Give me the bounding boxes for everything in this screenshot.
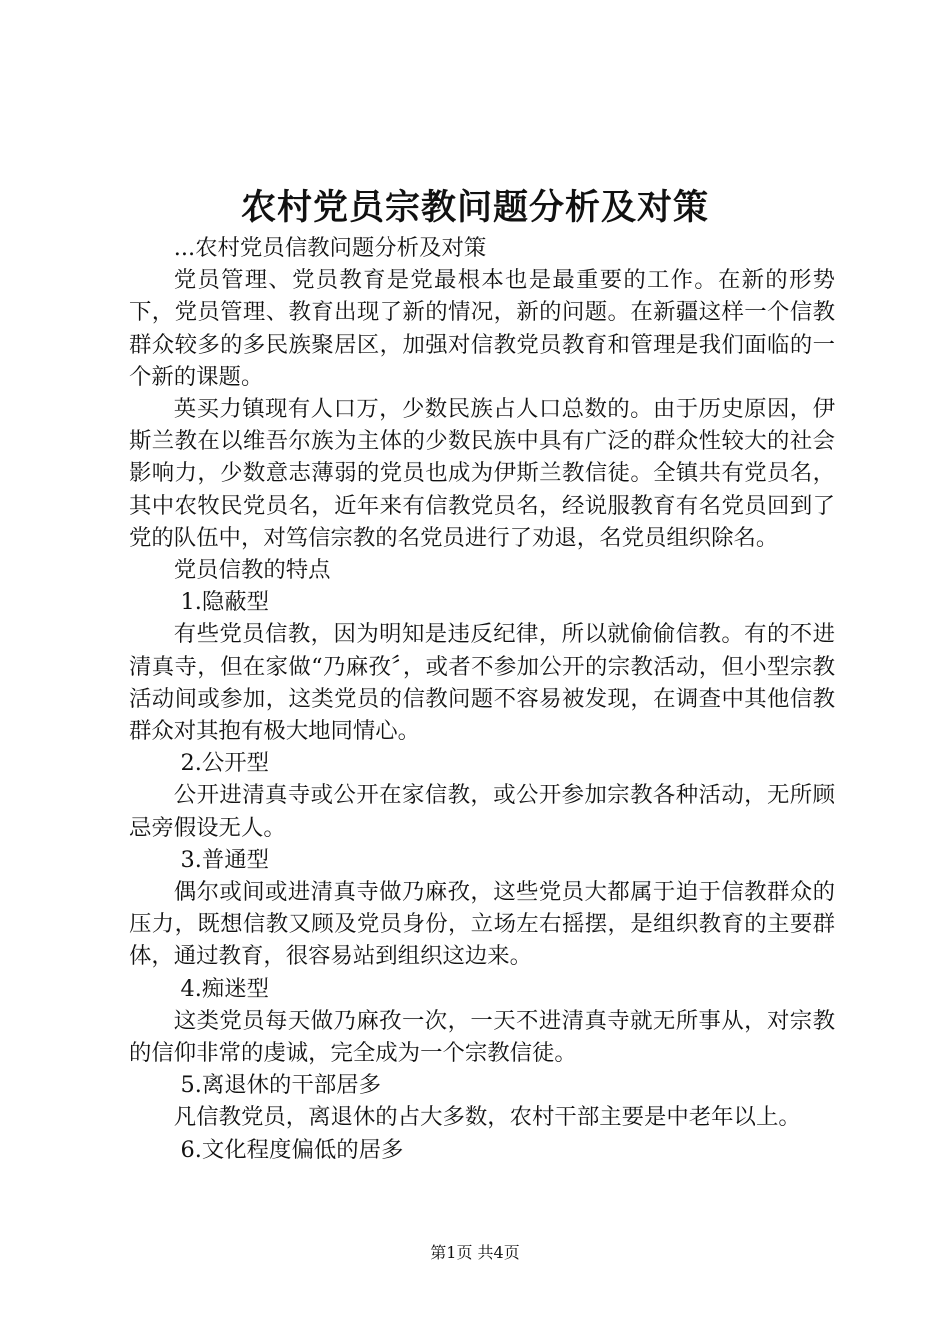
paragraph: 偶尔或间或进清真寺做乃麻孜，这些党员大都属于迫于信教群众的压力，既想信教又顾及党员身份，立场左右摇摆，是组织教育的主要群体，通过教育，很容易站到组织这边来。 bbox=[129, 879, 835, 970]
document-title: 农村党员宗教问题分析及对策 bbox=[240, 187, 709, 228]
subheading: 1.隐蔽型 bbox=[180, 589, 270, 616]
subheading: 4.痴迷型 bbox=[180, 975, 270, 1002]
subheading: 2.公开型 bbox=[180, 750, 270, 777]
paragraph: 凡信教党员，离退休的占大多数，农村干部主要是中老年以上。 bbox=[173, 1104, 801, 1131]
paragraph: 这类党员每天做乃麻孜一次，一天不进清真寺就无所事从，对宗教的信仰非常的虔诚，完全成为一个宗教信徒。 bbox=[129, 1007, 835, 1067]
paragraph: 英买力镇现有人口万，少数民族占人口总数的。由于历史原因，伊斯兰教在以维吾尔族为主体的少数民族中具有广泛的群众性较大的社会影响力，少数意志薄弱的党员也成为伊斯兰教信徒。全镇共有党员名，其中农牧民党员名，近年来有信教党员名，经说服教育有名党员回到了党的队伍中，对笃信宗教的名党员进行了劝退，名党员组织除名。 bbox=[129, 396, 835, 551]
subheading: 5.离退休的干部居多 bbox=[180, 1072, 382, 1099]
paragraph: 党员管理、党员教育是党最根本也是最重要的工作。在新的形势下，党员管理、教育出现了新的情况，新的问题。在新疆这样一个信教群众较多的多民族聚居区，加强对信教党员教育和管理是我们面临的一个新的课题。 bbox=[129, 267, 835, 390]
paragraph: 有些党员信教，因为明知是违反纪律，所以就偷偷信教。有的不进清真寺，但在家做“乃麻孜〞，或者不参加公开的宗教活动，但小型宗教活动间或参加，这类党员的信教问题不容易被发现，在调查中其他信教群众对其抱有极大地同情心。 bbox=[129, 621, 835, 745]
document-body bbox=[129, 232, 835, 1166]
section-heading: 党员信教的特点 bbox=[173, 557, 331, 584]
subheading: 3.普通型 bbox=[180, 846, 270, 873]
page-number: 第1页 共4页 bbox=[430, 1243, 520, 1262]
intro-line: ...农村党员信教问题分析及对策 bbox=[173, 235, 487, 261]
paragraph: 公开进清真寺或公开在家信教，或公开参加宗教各种活动，无所顾忌旁假设无人。 bbox=[129, 782, 835, 841]
subheading: 6.文化程度偏低的居多 bbox=[180, 1136, 404, 1163]
